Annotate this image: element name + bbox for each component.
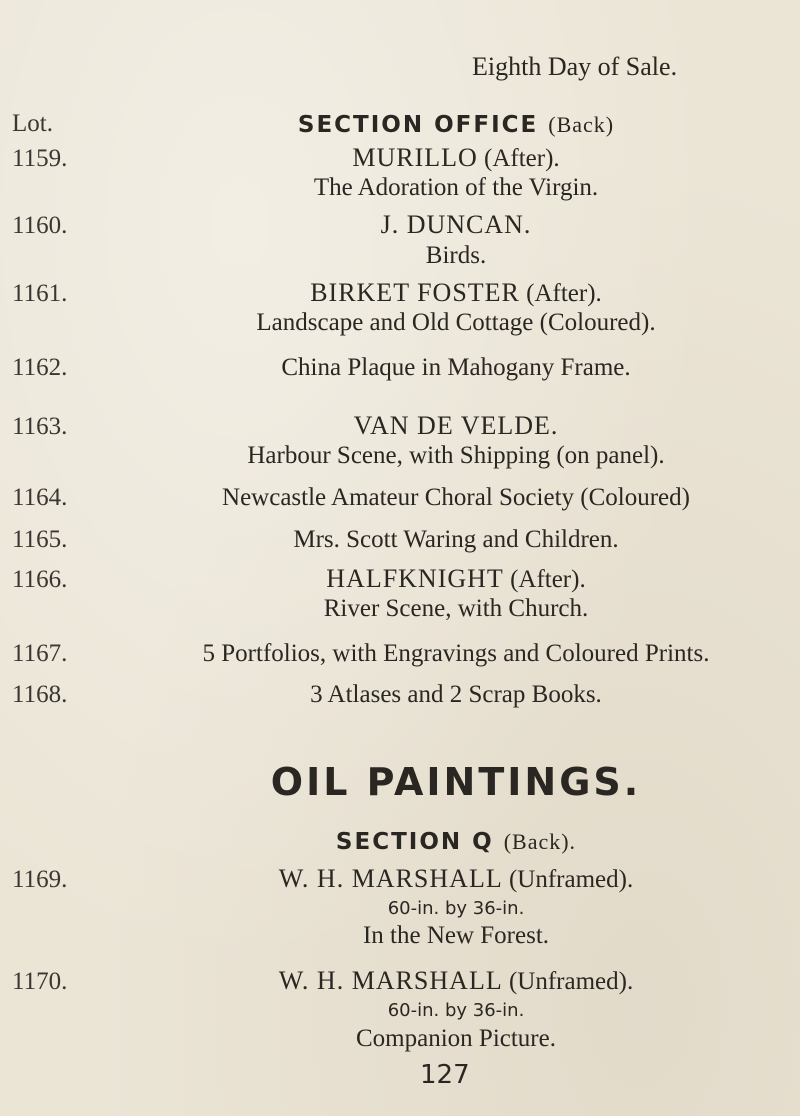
lot-number: 1164. [12,484,68,511]
lot-number: 1168. [12,681,68,708]
lot-title: In the New Forest. [362,922,550,949]
lot-artist-line [176,278,736,308]
lot-title: The Adoration of the Virgin. [313,174,599,201]
lot-title: 3 Atlases and 2 Scrap Books. [310,681,602,708]
lot-number: 1167. [12,640,68,667]
page-number: 127 [420,1060,470,1090]
section-office-title: SECTION OFFICE [297,112,539,138]
lot-title: Birds. [425,242,487,269]
lot-number: 1160. [12,212,68,239]
lot-qualifier: (After). [484,145,560,172]
lot-artist: BIRKET FOSTER [310,278,520,307]
lot-artist: MURILLO [352,143,478,172]
lot-qualifier: (Unframed). [508,866,634,893]
lot-number: 1169. [12,866,68,893]
lot-artist: VAN DE VELDE. [353,411,559,440]
lot-artist: W. H. MARSHALL [278,966,503,995]
lot-number: 1165. [12,526,68,553]
lot-number: 1159. [12,145,68,172]
lot-artist: HALFKNIGHT [326,564,504,593]
lot-qualifier: (After). [510,566,586,593]
lot-number: 1166. [12,566,68,593]
lot-number: 1162. [12,354,68,381]
lot-artist-line [176,143,736,173]
lot-artist: J. DUNCAN. [380,210,532,239]
section-q-title: SECTION Q [335,829,494,855]
section-office-heading [176,112,736,138]
lot-title: River Scene, with Church. [323,595,589,622]
lot-artist: W. H. MARSHALL [278,864,503,893]
lot-artist-line [176,564,736,594]
lot-dimensions: 60-in. by 36-in. [387,1000,525,1021]
section-q-note: (Back). [503,829,577,854]
lot-qualifier: (After). [526,280,602,307]
lot-title: Mrs. Scott Waring and Children. [293,526,619,553]
lot-number: 1161. [12,280,68,307]
lot-column-label: Lot. [12,110,53,137]
lot-title: China Plaque in Mahogany Frame. [281,354,631,381]
lot-title: Newcastle Amateur Choral Society (Coloured) [222,484,690,511]
running-title: Eighth Day of Sale. [472,52,678,81]
lot-qualifier: (Unframed). [508,968,634,995]
lot-artist-line [176,966,736,996]
oil-paintings-heading: OIL PAINTINGS. [270,760,642,804]
lot-number: 1170. [12,968,68,995]
lot-title: Landscape and Old Cottage (Coloured). [256,309,656,336]
lot-number: 1163. [12,413,68,440]
lot-artist-line [176,864,736,894]
lot-title: Companion Picture. [356,1025,556,1052]
lot-title: 5 Portfolios, with Engravings and Coloured Prints. [202,640,710,667]
section-q-heading [176,829,736,855]
lot-dimensions: 60-in. by 36-in. [387,898,525,919]
section-office-note: (Back) [548,112,615,137]
lot-title: Harbour Scene, with Shipping (on panel). [247,442,665,469]
